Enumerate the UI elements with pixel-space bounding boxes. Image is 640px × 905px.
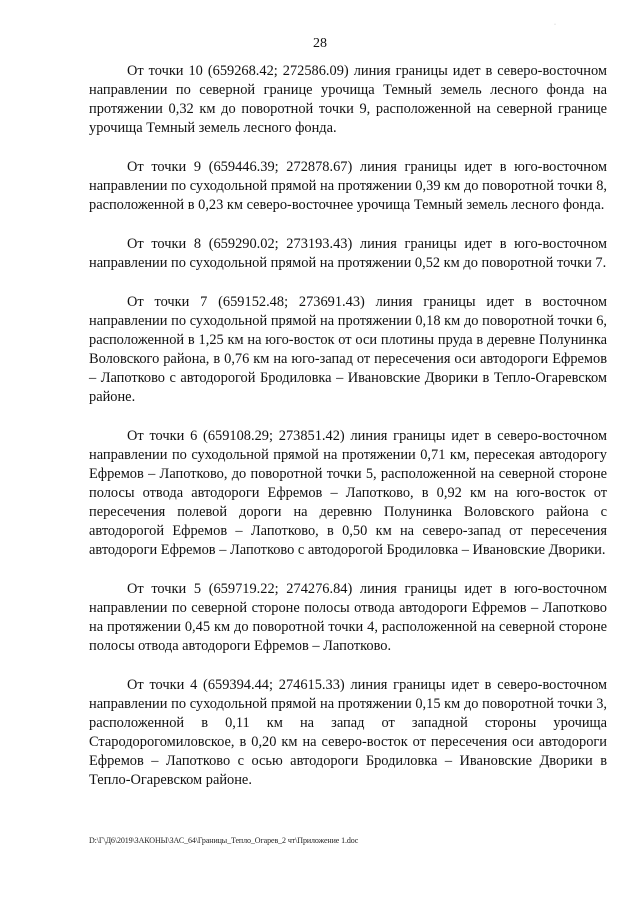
paragraph-point-5: От точки 5 (659719.22; 274276.84) линия границы идет в юго-восточном направлении по северной стороне полосы отвода автодороги Ефремов – Лапотково на протяжении 0,45 км до поворотной точки 4, расположенной на северной стороне полосы отвода автодороги Ефремов – Лапотково. (89, 581, 607, 654)
page-number: 28 (313, 36, 327, 51)
document-body (89, 62, 607, 810)
corner-mark: · (554, 22, 556, 28)
paragraph-point-4: От точки 4 (659394.44; 274615.33) линия границы идет в северо-восточном направлении по суходольной прямой на протяжении 0,15 км до поворотной точки 3, расположенной в 0,11 км на запад от западной стороны урочища Стародорогомиловское, в 0,20 км на северо-восток от пересечения оси автодороги Ефремов – Лапотково с осью автодороги Бродиловка – Ивановские Дворики в Тепло-Огаревском районе. (89, 677, 607, 788)
paragraph-point-8: От точки 8 (659290.02; 273193.43) линия границы идет в юго-восточном направлении по суходольной прямой на протяжении 0,52 км до поворотной точки 7. (89, 236, 607, 271)
paragraph-point-9: От точки 9 (659446.39; 272878.67) линия границы идет в юго-восточном направлении по суходольной прямой на протяжении 0,39 км до поворотной точки 8, расположенной в 0,23 км северо-восточнее урочища Темный земель лесного фонда. (89, 159, 607, 213)
paragraph-point-6: От точки 6 (659108.29; 273851.42) линия границы идет в северо-восточном направлении по суходольной прямой на протяжении 0,71 км, пересекая автодорогу Ефремов – Лапотково, до поворотной точки 5, расположенной на северной стороне полосы отвода автодороги Ефремов – Лапотково, в 0,92 км на юго-восток от пересечения полевой дороги на деревню Полунинка Воловского района с автодорогой Ефремов – Лапотково, в 0,50 км на северо-запад от пересечения автодороги Ефремов – Лапотково с автодорогой Бродиловка – Ивановские Дворики. (89, 428, 607, 558)
paragraph-point-10: От точки 10 (659268.42; 272586.09) линия границы идет в северо-восточном направлении по северной границе урочища Темный земель лесного фонда на протяжении 0,32 км до поворотной точки 9, расположенной на северной границе урочища Темный земель лесного фонда. (89, 63, 607, 136)
paragraph-point-7: От точки 7 (659152.48; 273691.43) линия границы идет в восточном направлении по суходольной прямой на протяжении 0,18 км до поворотной точки 6, расположенной в 1,25 км на юго-восток от оси плотины пруда в деревне Полунинка Воловского района, в 0,76 км на юго-запад от пересечения оси автодороги Ефремов – Лапотково с автодорогой Бродиловка – Ивановские Дворики в Тепло-Огаревском районе. (89, 294, 607, 405)
footer-file-path: D:\Г\Д6\2019\ЗАКОНЫ\ЗАС_64\Границы_Тепло_Огарев_2 чт\Приложение 1.doc (89, 836, 359, 845)
